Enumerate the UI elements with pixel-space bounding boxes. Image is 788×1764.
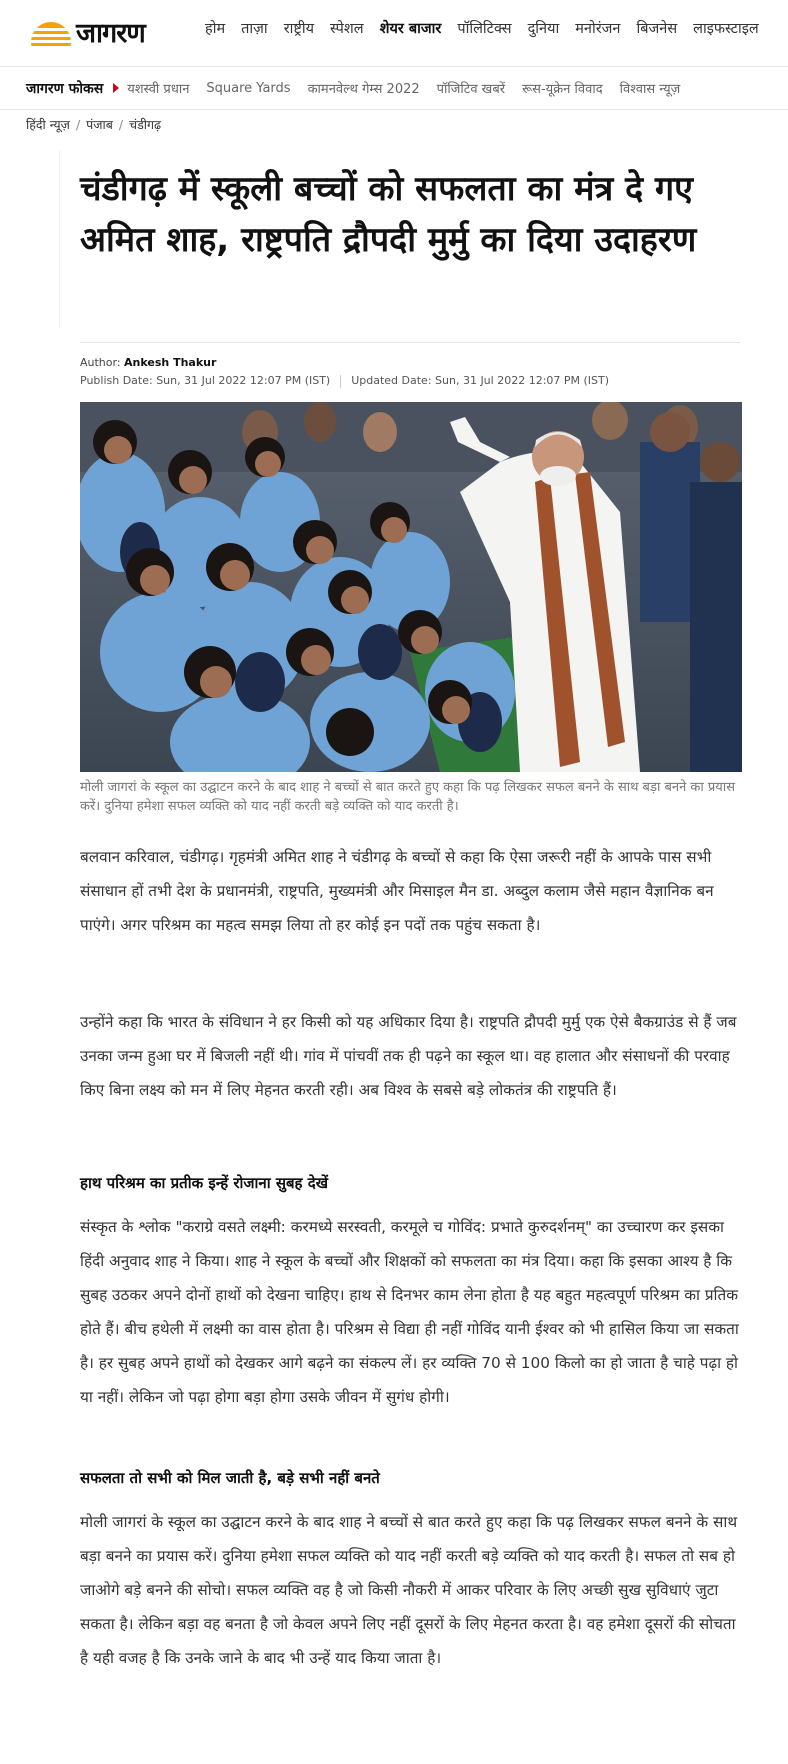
divider [80, 342, 740, 343]
focus-topic-link[interactable]: कामनवेल्थ गेम्स 2022 [307, 82, 420, 97]
photo-caption: मोली जागरां के स्कूल का उद्घाटन करने के बाद शाह ने बच्चों से बात करते हुए कहा कि पढ़ लिखकर सफल बनने के साथ बड़ा बनने का प्रयास करें। दुनिया हमेशा सफल व्यक्ति को याद नहीं करती बड़े व्यक्ति को याद करती है। [80, 780, 735, 814]
article-paragraph-2: उन्होंने कहा कि भारत के संविधान ने हर किसी को यह अधिकार दिया है। राष्ट्रपति द्रौपदी मुर्मु एक ऐसे बैकग्राउंड से हैं जब उनका जन्म हुआ घर में बिजली नहीं थी। गांव में पांचवीं तक ही पढ़ने का स्कूल था। वह हालात और संसाधनों की परवाह किए बिना लक्ष्य को मन में लिए मेहनत करती रही। अब विश्व के सबसे बड़े लोकतंत्र की राष्ट्रपति हैं। [80, 1013, 737, 1099]
author-line [80, 356, 216, 369]
nav-link[interactable]: राष्ट्रीय [283, 21, 315, 37]
breadcrumb [26, 116, 161, 133]
sun-logo-icon [28, 16, 74, 46]
focus-bar [0, 66, 788, 110]
breadcrumb-link[interactable]: चंडीगढ़ [129, 117, 162, 132]
article-paragraph-3: संस्कृत के श्लोक "कराग्रे वसते लक्ष्मी: करमध्ये सरस्वती, करमूले च गोविंद: प्रभाते कुरुदर्शनम्" का उच्चारण कर इसका हिंदी अनुवाद शाह ने किया। शाह ने स्कूल के बच्चों और शिक्षकों को सफलता का मंत्र दिया। कहा कि इसका आश्य है कि सुबह उठकर अपने दोनों हाथों को देखना चाहिए। हाथ से दिनभर काम लेना होता है यह बहुत महत्वपूर्ण परिश्रम का प्रतिक होते हैं। बीच हथेली में लक्ष्मी का वास होता है। परिश्रम से विद्या ही नहीं गोविंद यानी ईश्वर को भी हासिल किया जा सकता है। हर सुबह अपने हाथों को देखकर आगे बढ़ने का संकल्प लें। हर व्यक्ति 70 से 100 किलो का हो जाता है चाहे पढ़ा हो या नहीं। लेकिन जो पढ़ा होगा बड़ा होगा उसके जीवन में सुगंध होगी। [80, 1218, 739, 1406]
article-paragraph-4: मोली जागरां के स्कूल का उद्घाटन करने के बाद शाह ने बच्चों से बात करते हुए कहा कि पढ़ लिखकर सफल बनने के साथ बड़ा बनने का प्रयास करें। दुनिया हमेशा सफल व्यक्ति को याद नहीं करती बड़े व्यक्ति को याद करती है। सफल तो सब हो जाओगे बड़े बनने की सोचो। सफल व्यक्ति वह है जो किसी नौकरी में आकर परिवार के लिए अच्छी सुख सुविधाएं जुटा सकता है। लेकिन बड़ा वह बनता है जो केवल अपने लिए नहीं दूसरों के लिए मेहनत करता है। वह हमेशा दूसरों की सोचता है यही वजह है कि उनके जाने के बाद भी उन्हें याद किया जाता है। [80, 1513, 738, 1667]
focus-topic-link[interactable]: Square Yards [206, 80, 291, 96]
nav-link[interactable]: शेयर बाजार [379, 21, 442, 37]
arrow-right-icon [113, 83, 119, 93]
breadcrumb-separator: / [118, 117, 124, 132]
page-title: चंडीगढ़ में स्कूली बच्चों को सफलता का मंत्र दे गए अमित शाह, राष्ट्रपति द्रौपदी मुर्मु का दिया उदाहरण [80, 169, 697, 260]
breadcrumb-link[interactable]: पंजाब [86, 117, 113, 132]
article-photo [80, 402, 742, 772]
logo-text: जागरण [76, 17, 145, 49]
breadcrumb-link[interactable]: हिंदी न्यूज़ [26, 117, 70, 132]
updated-date: Updated Date: Sun, 31 Jul 2022 12:07 PM (IST) [351, 374, 610, 387]
nav-link[interactable]: दुनिया [527, 21, 560, 37]
nav-link[interactable]: स्पेशल [330, 21, 364, 37]
date-line [80, 374, 609, 388]
article-paragraph-1: बलवान करिवाल, चंडीगढ़। गृहमंत्री अमित शाह ने चंडीगढ़ के बच्चों से कहा कि ऐसा जरूरी नहीं के आपके पास सभी संसाधान हों तभी देश के प्रधानमंत्री, राष्ट्रपति, मुख्यमंत्री और मिसाइल मैन डा. अब्दुल कलाम जैसे महान वैज्ञानिक बन पाएंगे। अगर परिश्रम का महत्व समझ लिया तो हर कोई इन पदों तक पहुंच सकता है। [80, 848, 714, 934]
focus-topic-link[interactable]: विश्वास न्यूज़ [619, 82, 681, 97]
article-subheading-2: सफलता तो सभी को मिल जाती है, बड़े सभी नहीं बनते [80, 1469, 380, 1487]
publish-date: Publish Date: Sun, 31 Jul 2022 12:07 PM (IST) [80, 374, 331, 387]
author-name[interactable]: Ankesh Thakur [124, 356, 217, 369]
nav-link[interactable]: मनोरंजन [575, 21, 621, 37]
article-subheading-1: हाथ परिश्रम का प्रतीक इन्हें रोजाना सुबह देखें [80, 1174, 328, 1192]
author-label: Author: [80, 356, 121, 369]
jagran-logo[interactable] [28, 14, 174, 48]
focus-topic-link[interactable]: रूस-यूक्रेन विवाद [522, 82, 603, 97]
nav-link[interactable]: बिजनेस [636, 21, 678, 37]
nav-link[interactable]: ताज़ा [241, 21, 268, 37]
breadcrumb-separator: / [75, 117, 81, 132]
focus-topic-link[interactable]: यशस्वी प्रधान [127, 82, 190, 97]
top-nav [0, 0, 788, 64]
main-nav-links [205, 18, 775, 38]
focus-label: जागरण फोकस [26, 80, 104, 97]
nav-link[interactable]: पॉलिटिक्स [457, 21, 512, 37]
left-gutter [0, 150, 60, 328]
nav-link[interactable]: लाइफस्टाइल [693, 21, 759, 37]
nav-link[interactable]: होम [205, 21, 226, 37]
focus-topic-link[interactable]: पॉजिटिव खबरें [436, 82, 506, 97]
